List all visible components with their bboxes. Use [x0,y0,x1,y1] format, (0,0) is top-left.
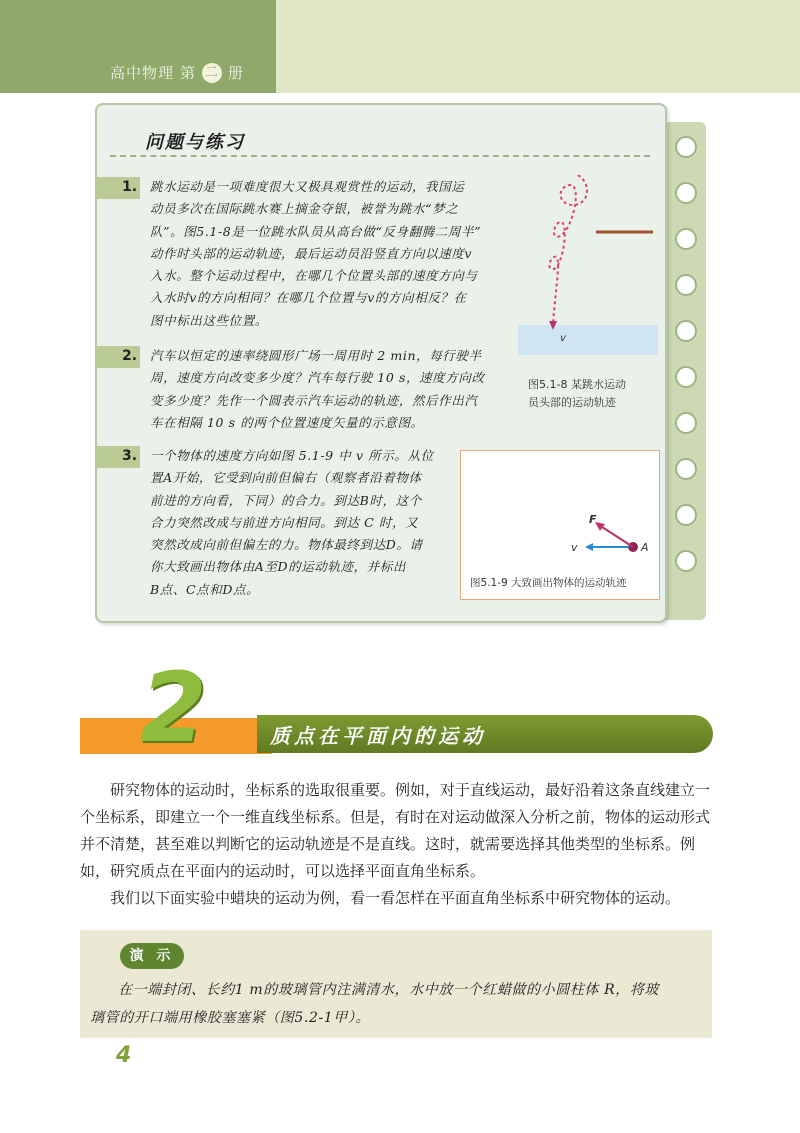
book-title: 高中物理 [110,64,175,82]
question-number: 1. [122,179,138,195]
demo-label: 演 示 [120,943,184,969]
text-line: 跳水运动是一项难度很大又极具观赏性的运动，我国运 [150,179,465,194]
binder-ring-icon [675,320,697,342]
text-line: 动员多次在国际跳水赛上摘金夺银，被誉为跳水“梦之 [150,201,459,217]
binder-ring-icon [675,412,697,434]
text-line: 你大致画出物体由A至D的运动轨迹，并标出 [150,559,407,575]
text-line: 图中标出这些位置。 [150,312,268,328]
caption-line: 图5.1-8 某跳水运动 [528,378,626,391]
paragraph: 研究物体的运动时，坐标系的选取很重要。例如，对于直线运动，最好沿着这条直线建立一个坐标系，即建立一个一维直线坐标系。但是，有时在对运动做深入分析之前，物体的运动形式并不清楚，甚至难以判断它的运动轨迹是不是直线。这时，就需要选择其他类型的坐标系。例如，研究质点在平面内的运动时，可以选择平面直角坐标系。 [80,781,711,880]
text-line: 璃管的开口端用橡胶塞塞紧（图5.2-1甲）。 [90,1010,371,1026]
diver-trajectory-figure [518,175,658,355]
volume-prefix: 第 [180,64,197,82]
point-a-label: A [641,541,649,554]
volume-number-badge: 二 [202,63,222,83]
paragraph: 我们以下面实验中蜡块的运动为例，看一看怎样在平面直角坐标系中研究物体的运动。 [110,889,681,907]
running-title [110,62,244,83]
velocity-label: v [560,333,566,344]
water-surface [518,325,658,355]
figure-9-caption: 图5.1-9 大致画出物体的运动轨迹 [470,577,627,589]
force-diagram [461,451,659,571]
question-1-text [150,176,520,332]
force-arrow [599,525,633,547]
question-2-text [150,345,520,434]
text-line: 周，速度方向改变多少度？汽车每行驶 10 s，速度方向改 [150,370,485,386]
text-line: 合力突然改成与前进方向相同。到达 C 时，又 [150,514,419,530]
text-line: 入水。整个运动过程中，在哪几个位置头部的速度方向与 [150,268,478,284]
text-line: 前进的方向看，下同）的合力。到达B时，这个 [150,492,422,508]
binder-ring-icon [675,228,697,250]
text-line: 汽车以恒定的速率绕圆形广场一周用时 2 min，每行驶半 [150,348,482,363]
velocity-label: v [571,541,578,554]
demo-text [90,976,700,1032]
text-line: 车在相隔 10 s 的两个位置速度矢量的示意图。 [150,414,424,430]
force-label: F [589,513,597,526]
page-number: 4 [116,1043,132,1068]
figure-8-caption [528,376,653,412]
section-title: 质点在平面内的运动 [270,724,486,748]
text-line: 变多少度？先作一个圆表示汽车运动的轨迹，然后作出汽 [150,392,478,408]
text-line: B点、C点和D点。 [150,581,260,597]
header-light-band [276,0,800,93]
body-text [80,777,720,912]
velocity-arrowhead [585,543,593,551]
text-line: 队”。图5.1-8是一位跳水队员从高台做“反身翻腾二周半” [150,223,482,239]
binder-ring-icon [675,136,697,158]
volume-suffix: 册 [228,64,245,82]
binder-ring-icon [675,550,697,572]
binder-ring-icon [675,504,697,526]
question-3-text [150,445,455,601]
question-number: 3. [122,448,138,464]
binder-ring-icon [675,274,697,296]
text-line: 入水时v的方向相同？在哪几个位置与v的方向相反？在 [150,290,467,306]
binder-ring-icon [675,182,697,204]
question-number: 2. [122,348,138,364]
page-header [0,0,800,93]
exercise-heading: 问题与练习 [145,132,245,153]
text-line: 置A开始，它受到向前但偏右（观察者沿着物体 [150,470,422,486]
head-trajectory [549,175,587,323]
binder-ring-icon [675,458,697,480]
text-line: 一个物体的速度方向如图 5.1-9 中 v 所示。从位 [150,448,434,463]
binder-ring-icon [675,366,697,388]
text-line: 动作时头部的运动轨迹，最后运动员沿竖直方向以速度v [150,245,473,261]
text-line: 在一端封闭、长约1 m的玻璃管内注满清水，水中放一个红蜡做的小圆柱体 R，将玻 [118,982,660,998]
caption-line: 员头部的运动轨迹 [528,396,616,409]
heading-divider [110,155,650,157]
section-number: 2 [140,652,207,764]
text-line: 突然改成向前但偏左的力。物体最终到达D。请 [150,537,423,553]
